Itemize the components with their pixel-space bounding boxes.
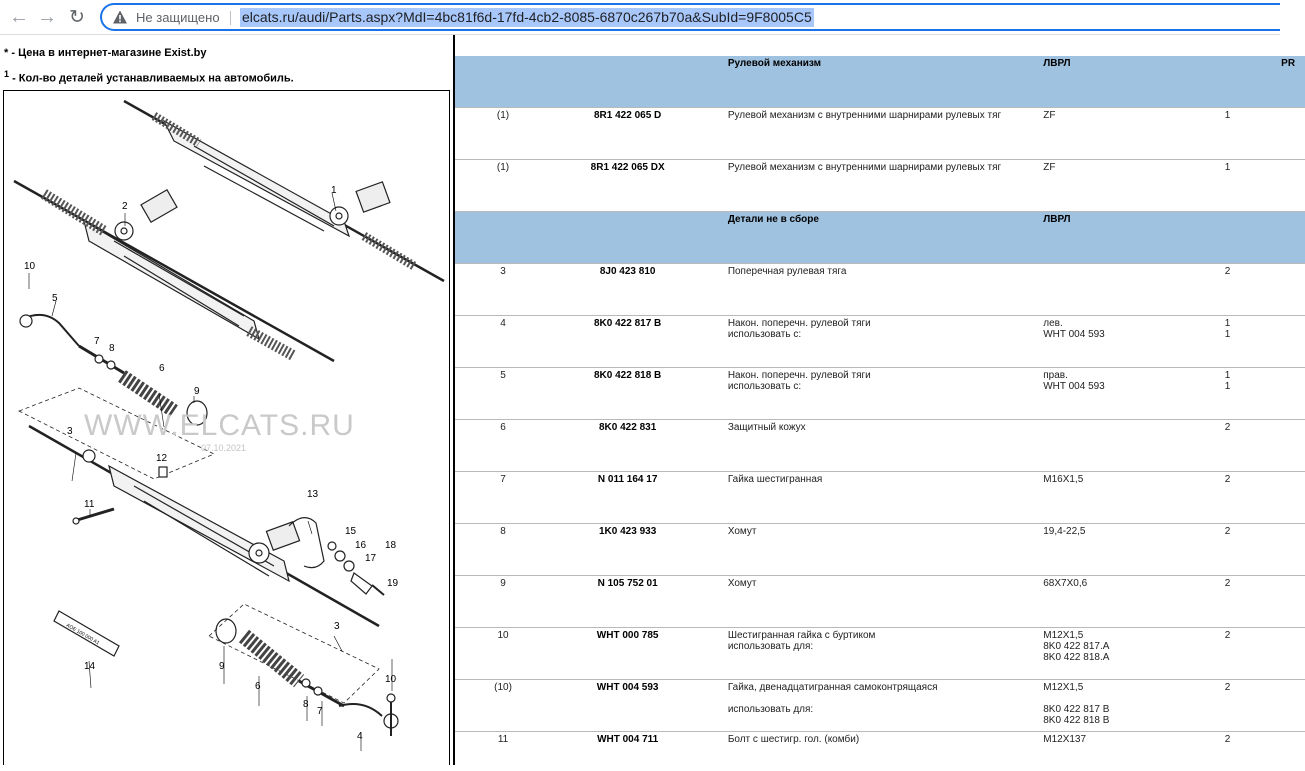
watermark-text: WWW.ELCATS.RU: [84, 409, 355, 442]
quantity-cell: 2: [1221, 628, 1277, 680]
position-cell: 4: [475, 316, 532, 368]
back-arrow-icon[interactable]: ←: [9, 5, 29, 28]
callout-9[interactable]: 9: [194, 386, 200, 397]
part-info: M12X1,5 8K0 422 817 B 8K0 422 818 B: [1039, 680, 1220, 732]
part-number-link[interactable]: 8K0 422 818 B: [531, 368, 723, 420]
callout-12[interactable]: 12: [156, 453, 168, 464]
watermark-date: 07.10.2021: [201, 443, 247, 453]
callout-6[interactable]: 6: [159, 363, 165, 374]
part-number-link[interactable]: WHT 004 711: [597, 734, 659, 745]
table-row: [455, 524, 1305, 576]
part-name: Гайка, двенадцатигранная самоконтрящаяся использовать для:: [724, 680, 1039, 732]
callout-3[interactable]: 3: [67, 426, 73, 437]
callout-9-lower[interactable]: 9: [219, 661, 225, 672]
part-number-link[interactable]: WHT 000 785: [531, 628, 723, 680]
table-row: [455, 316, 1305, 368]
callout-7-lower[interactable]: 7: [317, 706, 323, 717]
callout-8[interactable]: 8: [109, 343, 115, 354]
quantity-cell: 2: [1221, 472, 1277, 524]
table-row: [455, 160, 1305, 212]
part-number-link[interactable]: 8K0 422 817 B: [531, 316, 723, 368]
part-number-link[interactable]: 8R1 422 065 DX: [531, 160, 723, 212]
quantity-note: $^1$ - Кол-во деталей устанавливаемых на автомобиль.: [4, 69, 294, 85]
part-number-link[interactable]: 8R1 422 065 D: [531, 108, 723, 160]
group-header-row: [455, 212, 1305, 264]
table-row: [455, 576, 1305, 628]
table-row: [455, 472, 1305, 524]
quantity-cell: 2: [1221, 264, 1277, 316]
part-info: 19,4-22,5: [1039, 524, 1220, 576]
callout-8-lower[interactable]: 8: [303, 699, 309, 710]
forward-arrow-icon[interactable]: →: [37, 5, 57, 28]
callout-7[interactable]: 7: [94, 336, 100, 347]
part-number-link[interactable]: N 011 164 17: [531, 472, 723, 524]
part-number-link[interactable]: 8J0 423 810: [531, 264, 723, 316]
quantity-cell: 2: [1221, 524, 1277, 576]
part-name: Хомут: [724, 576, 1039, 628]
url-text[interactable]: elcats.ru/audi/Parts.aspx?MdI=4bc81f6d-17fd-4cb2-8085-6870c267b70a&SubId=9F8005C5: [242, 9, 812, 25]
quantity-cell: 1: [1221, 160, 1277, 212]
quantity-cell: 2: [1221, 680, 1277, 732]
callout-5[interactable]: 5: [52, 293, 58, 304]
part-info: [1039, 420, 1220, 472]
callout-4[interactable]: 4: [357, 731, 363, 742]
price-note: * - Цена в интернет-магазине Exist.by: [4, 47, 207, 59]
table-row: [455, 732, 1305, 757]
position-cell: 6: [475, 420, 532, 472]
position-cell: 7: [475, 472, 532, 524]
part-name: Након. поперечн. рулевой тяги использовать с:: [724, 368, 1039, 420]
callout-11[interactable]: 11: [84, 499, 95, 510]
callout-10[interactable]: 10: [24, 261, 36, 272]
quantity-cell: 1 1: [1221, 368, 1277, 420]
address-bar[interactable]: [100, 3, 1280, 31]
part-name: Защитный кожух: [724, 420, 1039, 472]
table-row: [455, 368, 1305, 420]
callout-2[interactable]: 2: [122, 201, 128, 212]
tube-label: AOE 100 000 A1: [65, 622, 101, 647]
part-name: Шестигранная гайка с буртиком использовать для:: [724, 628, 1039, 680]
table-row: [455, 420, 1305, 472]
callout-19[interactable]: 19: [387, 578, 399, 589]
part-name: Поперечная рулевая тяга: [724, 264, 1039, 316]
part-info: [1039, 264, 1220, 316]
part-info: M16X1,5: [1039, 472, 1220, 524]
column-header-pr: PR: [1277, 56, 1305, 108]
part-info: ZF: [1039, 160, 1220, 212]
reload-icon[interactable]: ↻: [69, 6, 85, 28]
part-info: 68X7X0,6: [1039, 576, 1220, 628]
callout-18[interactable]: 18: [385, 540, 397, 551]
callout-15[interactable]: 15: [345, 526, 357, 537]
callout-14[interactable]: 14: [84, 661, 96, 672]
exploded-parts-diagram[interactable]: [3, 90, 450, 765]
part-number-link[interactable]: WHT 004 593: [531, 680, 723, 732]
callout-1[interactable]: 1: [331, 185, 337, 196]
omnibox-divider: [230, 11, 231, 25]
part-name: Рулевой механизм с внутренними шарнирами рулевых тяг: [724, 108, 1039, 160]
table-row: [455, 108, 1305, 160]
quantity-cell: 2: [1221, 576, 1277, 628]
position-cell: 10: [475, 628, 532, 680]
part-info: прав. WHT 004 593: [1039, 368, 1220, 420]
position-cell: 8: [475, 524, 532, 576]
part-info: ZF: [1039, 108, 1220, 160]
illustration-frame: [0, 35, 455, 765]
part-name: Болт с шестигр. гол. (комби): [727, 734, 860, 745]
position-cell: (1): [475, 108, 532, 160]
position-cell: 11: [497, 734, 509, 745]
warning-triangle-icon[interactable]: [112, 9, 128, 25]
callout-6-lower[interactable]: 6: [255, 681, 261, 692]
callout-16[interactable]: 16: [355, 540, 367, 551]
callout-17[interactable]: 17: [365, 553, 377, 564]
part-info: M12X137: [1043, 734, 1087, 745]
callout-10-lower[interactable]: 10: [385, 674, 397, 685]
parts-table: [455, 56, 1305, 756]
group-title: Рулевой механизм: [724, 56, 1039, 108]
table-row: [455, 628, 1305, 680]
security-status-label[interactable]: Не защищено: [136, 10, 220, 25]
quantity-cell: 2: [1221, 420, 1277, 472]
position-cell: (10): [475, 680, 532, 732]
group-title: Детали не в сборе: [724, 212, 1039, 264]
quantity-cell: 2: [1224, 734, 1231, 745]
column-header-side: ЛВРЛ: [1039, 56, 1220, 108]
part-info: лев. WHT 004 593: [1039, 316, 1220, 368]
table-row: [455, 680, 1305, 732]
quantity-cell: 1: [1221, 108, 1277, 160]
parts-list-frame: [455, 35, 1296, 765]
position-cell: 9: [475, 576, 532, 628]
quantity-cell: 1 1: [1221, 316, 1277, 368]
part-name: Рулевой механизм с внутренними шарнирами рулевых тяг: [724, 160, 1039, 212]
part-number-link[interactable]: 1K0 423 933: [531, 524, 723, 576]
table-row: [455, 264, 1305, 316]
part-info: M12X1,5 8K0 422 817.A 8K0 422 818.A: [1039, 628, 1220, 680]
column-header-side: ЛВРЛ: [1039, 212, 1220, 264]
group-header-row: [455, 56, 1305, 108]
callout-3-lower[interactable]: 3: [334, 621, 340, 632]
position-cell: 3: [475, 264, 532, 316]
part-number-link[interactable]: 8K0 422 831: [531, 420, 723, 472]
position-cell: (1): [475, 160, 532, 212]
part-name: Након. поперечн. рулевой тяги использовать с:: [724, 316, 1039, 368]
part-number-link[interactable]: N 105 752 01: [531, 576, 723, 628]
part-name: Хомут: [724, 524, 1039, 576]
position-cell: 5: [475, 368, 532, 420]
part-name: Гайка шестигранная: [724, 472, 1039, 524]
callout-13[interactable]: 13: [307, 489, 319, 500]
browser-toolbar: [0, 0, 1280, 35]
